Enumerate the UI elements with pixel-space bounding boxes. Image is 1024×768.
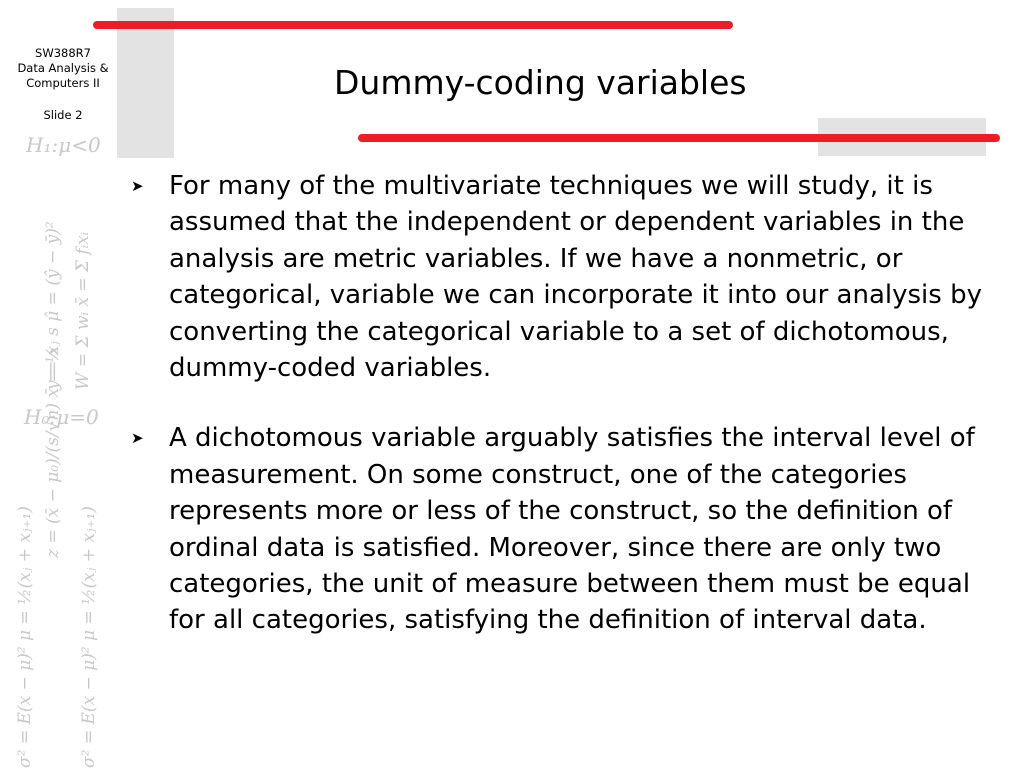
arrow-marker-icon: ➤	[131, 177, 144, 195]
course-name-line-2: Computers II	[26, 76, 100, 90]
bullet-text: For many of the multivariate techniques we will study, it is assumed that the independent or dependent variables in the analysis are metric variables. If we have a nonmetric, or categorical, variable we can incorporate it into our analysis by converting the categorical variable to a set of dichotomous, dummy-coded variables.	[169, 171, 982, 384]
course-info	[0, 46, 126, 123]
watermark-formula-7: σ² = E(x − μ)² μ = ½(xⱼ + xⱼ₊₁)	[79, 506, 99, 768]
watermark-formula-5: z = (x̄ − μ₀)/(s/√n) x̄ = ½	[43, 346, 63, 558]
watermark-formula-6: σ² = E(x − μ)² μ = ½(xⱼ + xⱼ₊₁)	[15, 506, 35, 768]
slide-number: Slide 2	[43, 108, 83, 122]
bullet-item	[128, 420, 1008, 638]
watermark-formula-3: W = Σ wᵢ x̄ = Σ fᵢxᵢ	[73, 231, 93, 390]
bullet-item	[128, 168, 1008, 386]
watermark-formula-1: H₁:μ<0	[26, 133, 101, 157]
red-rule-top	[93, 21, 733, 29]
arrow-marker-icon: ➤	[131, 429, 144, 448]
course-name-line-1: Data Analysis &	[17, 61, 109, 75]
watermark-formula-4: H₀:μ=0	[24, 405, 99, 429]
watermark-formula-2: y = xⱼ s μ̂ = (ŷ − ȳ)²	[43, 221, 63, 390]
course-code: SW388R7	[35, 46, 91, 60]
red-rule-bottom	[358, 134, 1000, 142]
watermark-svg	[0, 128, 112, 768]
slide-title: Dummy-coding variables	[334, 63, 747, 102]
bullet-list	[128, 168, 1008, 673]
bullet-text: A dichotomous variable arguably satisfies the interval level of measurement. On some construct, one of the categories represents more or less of the construct, so the definition of ordinal data is satisfied. Moreover, since there are only two categories, the unit of measure between them must be equal for all categories, satisfying the definition of interval data.	[169, 423, 975, 636]
math-formula-watermark	[0, 128, 112, 768]
